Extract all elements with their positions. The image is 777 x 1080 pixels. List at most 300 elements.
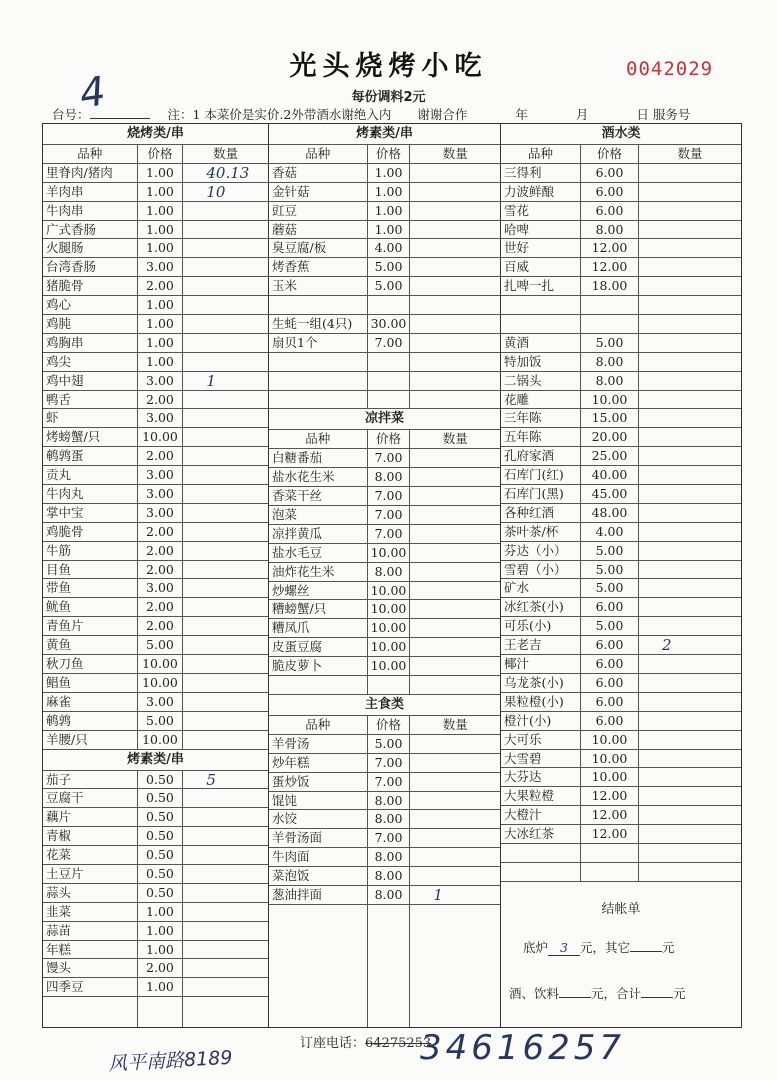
blank-row bbox=[501, 296, 741, 315]
item-qty[interactable] bbox=[639, 636, 741, 654]
handwritten-table-number: 4 bbox=[76, 68, 109, 118]
menu-item-row bbox=[501, 598, 741, 617]
item-name: 炒螺丝 bbox=[269, 582, 368, 600]
item-price: 3.00 bbox=[138, 372, 184, 390]
item-qty[interactable] bbox=[183, 941, 268, 959]
menu-item-row bbox=[43, 504, 268, 523]
item-name: 羊腰/只 bbox=[43, 731, 138, 749]
menu-item-row bbox=[269, 449, 500, 468]
item-price bbox=[368, 296, 411, 314]
item-qty[interactable] bbox=[639, 353, 741, 371]
item-price: 1.00 bbox=[138, 903, 184, 921]
item-name: 烤螃蟹/只 bbox=[43, 428, 138, 446]
item-price: 4.00 bbox=[368, 239, 411, 257]
menu-item-row bbox=[501, 485, 741, 504]
item-name: 芬达（小） bbox=[501, 542, 581, 560]
item-name: 馄饨 bbox=[269, 792, 368, 810]
menu-item-row bbox=[269, 183, 500, 202]
item-qty[interactable] bbox=[183, 353, 268, 371]
item-qty[interactable] bbox=[639, 674, 741, 692]
item-price bbox=[581, 844, 639, 862]
item-qty[interactable] bbox=[410, 848, 500, 866]
item-price: 1.00 bbox=[138, 202, 184, 220]
item-name bbox=[269, 296, 368, 314]
item-qty[interactable] bbox=[410, 506, 500, 524]
item-qty[interactable] bbox=[183, 903, 268, 921]
item-price: 7.00 bbox=[368, 773, 411, 791]
menu-item-row bbox=[501, 712, 741, 731]
item-qty[interactable] bbox=[183, 674, 268, 692]
menu-item-row bbox=[269, 792, 500, 811]
item-qty[interactable] bbox=[183, 865, 268, 883]
item-name: 掌中宝 bbox=[43, 504, 138, 522]
item-qty[interactable] bbox=[183, 771, 268, 789]
item-qty[interactable] bbox=[183, 391, 268, 409]
item-name: 皮蛋豆腐 bbox=[269, 638, 368, 656]
item-name: 茶叶茶/杯 bbox=[501, 523, 581, 541]
menu-item-row bbox=[501, 825, 741, 844]
menu-item-row bbox=[269, 544, 500, 563]
menu-item-row bbox=[43, 693, 268, 712]
item-name: 牛肉丸 bbox=[43, 485, 138, 503]
item-qty[interactable] bbox=[183, 183, 268, 201]
item-qty[interactable] bbox=[183, 636, 268, 654]
item-qty[interactable] bbox=[410, 391, 500, 409]
item-price: 18.00 bbox=[581, 277, 639, 295]
item-price: 0.50 bbox=[138, 884, 184, 902]
item-qty[interactable] bbox=[410, 676, 500, 694]
item-name: 炒年糕 bbox=[269, 754, 368, 772]
item-qty[interactable] bbox=[183, 978, 268, 996]
phone-label: 订座电话： bbox=[300, 1036, 366, 1051]
item-qty[interactable] bbox=[183, 884, 268, 902]
item-qty[interactable] bbox=[410, 657, 500, 675]
item-qty[interactable] bbox=[183, 428, 268, 446]
item-qty[interactable] bbox=[183, 202, 268, 220]
item-price: 6.00 bbox=[581, 164, 639, 182]
menu-item-row bbox=[269, 829, 500, 848]
item-price: 8.00 bbox=[581, 353, 639, 371]
item-qty[interactable] bbox=[410, 315, 500, 333]
item-qty[interactable] bbox=[183, 315, 268, 333]
item-qty[interactable] bbox=[183, 655, 268, 673]
menu-item-row bbox=[501, 391, 741, 410]
item-name: 牛肉面 bbox=[269, 848, 368, 866]
item-qty[interactable] bbox=[183, 922, 268, 940]
item-qty[interactable] bbox=[410, 296, 500, 314]
item-qty[interactable] bbox=[639, 164, 741, 182]
item-qty[interactable] bbox=[410, 829, 500, 847]
total-label: ，合计 bbox=[603, 985, 642, 1001]
menu-item-row bbox=[501, 164, 741, 183]
item-name: 青鱼片 bbox=[43, 617, 138, 635]
item-qty[interactable] bbox=[183, 221, 268, 239]
menu-item-row bbox=[43, 771, 268, 790]
base-fee-field[interactable]: 3 bbox=[548, 940, 580, 956]
menu-item-row bbox=[269, 506, 500, 525]
item-price: 3.00 bbox=[138, 466, 184, 484]
item-qty[interactable] bbox=[639, 863, 741, 881]
item-qty[interactable] bbox=[183, 827, 268, 845]
item-price: 12.00 bbox=[581, 787, 639, 805]
section-title: 主食类 bbox=[269, 695, 500, 716]
item-price: 10.00 bbox=[368, 600, 411, 618]
menu-item-row bbox=[269, 773, 500, 792]
item-name: 年糕 bbox=[43, 941, 138, 959]
item-qty[interactable] bbox=[183, 579, 268, 597]
service-number-label: 服务号 bbox=[652, 107, 691, 122]
item-qty[interactable] bbox=[410, 735, 500, 753]
yuan-label: 元 bbox=[580, 939, 593, 955]
item-qty[interactable] bbox=[183, 561, 268, 579]
handwritten-quantity: 5 bbox=[206, 770, 216, 789]
item-qty[interactable] bbox=[410, 277, 500, 295]
item-qty[interactable] bbox=[639, 391, 741, 409]
item-name: 油炸花生米 bbox=[269, 563, 368, 581]
item-price: 10.00 bbox=[368, 619, 411, 637]
item-qty[interactable] bbox=[639, 447, 741, 465]
blank-row bbox=[501, 315, 741, 334]
menu-item-row bbox=[43, 353, 268, 372]
item-price: 5.00 bbox=[581, 617, 639, 635]
item-qty[interactable] bbox=[410, 600, 500, 618]
item-price: 1.00 bbox=[138, 239, 184, 257]
item-price: 5.00 bbox=[138, 712, 184, 730]
item-qty[interactable] bbox=[410, 487, 500, 505]
item-name bbox=[269, 353, 368, 371]
blank-row bbox=[269, 676, 500, 695]
menu-item-row bbox=[269, 487, 500, 506]
item-qty[interactable] bbox=[183, 959, 268, 977]
item-qty[interactable] bbox=[410, 582, 500, 600]
item-qty[interactable] bbox=[410, 183, 500, 201]
item-qty[interactable] bbox=[639, 277, 741, 295]
menu-item-row bbox=[269, 468, 500, 487]
item-price: 2.00 bbox=[138, 959, 184, 977]
item-name: 黄酒 bbox=[501, 334, 581, 352]
item-qty[interactable] bbox=[410, 239, 500, 257]
item-qty[interactable] bbox=[183, 258, 268, 276]
item-qty[interactable] bbox=[639, 750, 741, 768]
menu-item-row bbox=[43, 617, 268, 636]
item-qty[interactable] bbox=[410, 810, 500, 828]
item-name: 鸡尖 bbox=[43, 353, 138, 371]
item-qty[interactable] bbox=[410, 202, 500, 220]
item-qty[interactable] bbox=[183, 372, 268, 390]
item-qty[interactable] bbox=[183, 164, 268, 182]
menu-item-row bbox=[501, 561, 741, 580]
item-qty[interactable] bbox=[183, 409, 268, 427]
item-qty[interactable] bbox=[410, 164, 500, 182]
item-name: 橙汁(小) bbox=[501, 712, 581, 730]
item-price: 7.00 bbox=[368, 754, 411, 772]
item-name: 臭豆腐/板 bbox=[269, 239, 368, 257]
menu-item-row bbox=[501, 353, 741, 372]
item-price bbox=[368, 676, 411, 694]
item-price: 2.00 bbox=[138, 523, 184, 541]
item-price: 10.00 bbox=[138, 428, 184, 446]
blank-row bbox=[501, 844, 741, 863]
menu-item-row bbox=[501, 466, 741, 485]
item-price: 8.00 bbox=[368, 886, 411, 904]
item-name: 各种红酒 bbox=[501, 504, 581, 522]
item-price: 6.00 bbox=[581, 655, 639, 673]
item-qty[interactable] bbox=[639, 787, 741, 805]
yuan-label: 元 bbox=[591, 985, 604, 1001]
item-qty[interactable] bbox=[639, 296, 741, 314]
item-price: 6.00 bbox=[581, 674, 639, 692]
menu-item-row bbox=[269, 315, 500, 334]
item-name: 猪脆骨 bbox=[43, 277, 138, 295]
item-qty[interactable] bbox=[639, 523, 741, 541]
menu-item-row bbox=[269, 867, 500, 886]
restaurant-title: 光头烧烤小吃 bbox=[289, 51, 488, 82]
item-qty[interactable] bbox=[639, 768, 741, 786]
item-qty[interactable] bbox=[410, 334, 500, 352]
item-price: 12.00 bbox=[581, 806, 639, 824]
header-price: 价格 bbox=[138, 145, 184, 163]
item-qty[interactable] bbox=[410, 773, 500, 791]
menu-item-row bbox=[269, 848, 500, 867]
item-price: 10.00 bbox=[581, 768, 639, 786]
header-name: 品种 bbox=[269, 145, 368, 163]
menu-item-row bbox=[269, 221, 500, 240]
item-price: 4.00 bbox=[581, 523, 639, 541]
item-qty[interactable] bbox=[183, 504, 268, 522]
item-name: 乌龙茶(小) bbox=[501, 674, 581, 692]
item-qty[interactable] bbox=[183, 693, 268, 711]
menu-item-row bbox=[501, 504, 741, 523]
item-qty[interactable] bbox=[639, 731, 741, 749]
item-qty[interactable] bbox=[183, 712, 268, 730]
item-qty[interactable] bbox=[639, 428, 741, 446]
item-cell bbox=[138, 997, 184, 1027]
menu-item-row bbox=[269, 277, 500, 296]
item-qty[interactable] bbox=[183, 731, 268, 749]
item-name: 香菇 bbox=[269, 164, 368, 182]
item-qty[interactable] bbox=[410, 258, 500, 276]
item-name: 花雕 bbox=[501, 391, 581, 409]
item-price: 12.00 bbox=[581, 258, 639, 276]
item-price: 7.00 bbox=[368, 506, 411, 524]
item-price: 7.00 bbox=[368, 525, 411, 543]
item-price: 3.00 bbox=[138, 485, 184, 503]
item-qty[interactable] bbox=[183, 846, 268, 864]
other-fee-field[interactable] bbox=[630, 951, 662, 952]
header-price: 价格 bbox=[368, 430, 411, 448]
item-name: 雪碧（小） bbox=[501, 561, 581, 579]
item-qty[interactable] bbox=[639, 466, 741, 484]
header-note-line bbox=[52, 105, 690, 123]
drinks-fee-field[interactable] bbox=[559, 997, 591, 998]
item-qty[interactable] bbox=[183, 277, 268, 295]
item-price: 5.00 bbox=[581, 561, 639, 579]
item-qty[interactable] bbox=[183, 789, 268, 807]
year-label: 年 bbox=[515, 107, 528, 122]
menu-item-row bbox=[43, 808, 268, 827]
item-qty[interactable] bbox=[639, 221, 741, 239]
item-qty[interactable] bbox=[410, 468, 500, 486]
menu-item-row bbox=[269, 239, 500, 258]
total-field[interactable] bbox=[641, 997, 673, 998]
item-name: 大冰红茶 bbox=[501, 825, 581, 843]
drinks-total-line bbox=[509, 984, 686, 1002]
item-name: 台湾香肠 bbox=[43, 258, 138, 276]
other-fee-label: ，其它 bbox=[592, 939, 631, 955]
item-name: 蘑菇 bbox=[269, 221, 368, 239]
item-name: 大果粒橙 bbox=[501, 787, 581, 805]
item-qty[interactable] bbox=[410, 449, 500, 467]
item-name: 茄子 bbox=[43, 771, 138, 789]
handwritten-quantity: 40.13 bbox=[206, 163, 250, 182]
item-qty[interactable] bbox=[410, 886, 500, 904]
item-qty[interactable] bbox=[183, 239, 268, 257]
item-qty[interactable] bbox=[183, 598, 268, 616]
menu-item-row bbox=[269, 525, 500, 544]
item-name: 土豆片 bbox=[43, 865, 138, 883]
item-name: 鸡胸串 bbox=[43, 334, 138, 352]
header-name: 品种 bbox=[43, 145, 138, 163]
item-price: 1.00 bbox=[368, 164, 411, 182]
menu-item-row bbox=[501, 409, 741, 428]
item-price: 40.00 bbox=[581, 466, 639, 484]
item-price: 2.00 bbox=[138, 542, 184, 560]
header-price: 价格 bbox=[368, 716, 411, 734]
item-qty[interactable] bbox=[639, 655, 741, 673]
item-qty[interactable] bbox=[183, 542, 268, 560]
menu-item-row bbox=[43, 542, 268, 561]
booking-phone bbox=[300, 1032, 431, 1051]
menu-item-row bbox=[43, 865, 268, 884]
item-price: 10.00 bbox=[368, 582, 411, 600]
month-label: 月 bbox=[575, 107, 589, 122]
item-price: 10.00 bbox=[138, 655, 184, 673]
item-qty[interactable] bbox=[639, 239, 741, 257]
item-qty[interactable] bbox=[639, 372, 741, 390]
item-qty[interactable] bbox=[183, 617, 268, 635]
item-qty[interactable] bbox=[639, 334, 741, 352]
item-qty[interactable] bbox=[639, 693, 741, 711]
item-qty[interactable] bbox=[183, 296, 268, 314]
item-price: 1.00 bbox=[368, 202, 411, 220]
header-qty: 数量 bbox=[442, 146, 468, 161]
item-qty[interactable] bbox=[639, 485, 741, 503]
blank-row bbox=[269, 391, 500, 410]
item-qty[interactable] bbox=[410, 867, 500, 885]
item-qty[interactable] bbox=[639, 825, 741, 843]
item-name: 孔府家酒 bbox=[501, 447, 581, 465]
item-price: 45.00 bbox=[581, 485, 639, 503]
item-price: 3.00 bbox=[138, 693, 184, 711]
section-title: 烤素类/串 bbox=[269, 124, 500, 145]
item-qty[interactable] bbox=[183, 466, 268, 484]
item-name: 泡菜 bbox=[269, 506, 368, 524]
item-qty[interactable] bbox=[639, 542, 741, 560]
item-qty[interactable] bbox=[410, 792, 500, 810]
item-qty[interactable] bbox=[639, 712, 741, 730]
item-qty[interactable] bbox=[410, 754, 500, 772]
item-price: 2.00 bbox=[138, 391, 184, 409]
menu-item-row bbox=[43, 884, 268, 903]
item-price: 10.00 bbox=[581, 750, 639, 768]
handwritten-quantity: 10 bbox=[206, 182, 226, 201]
item-name: 鸡肫 bbox=[43, 315, 138, 333]
item-price: 10.00 bbox=[581, 391, 639, 409]
item-price: 0.50 bbox=[138, 827, 184, 845]
item-qty[interactable] bbox=[410, 221, 500, 239]
item-name: 特加饭 bbox=[501, 353, 581, 371]
item-qty[interactable] bbox=[639, 258, 741, 276]
item-price: 6.00 bbox=[581, 712, 639, 730]
item-price: 10.00 bbox=[368, 544, 411, 562]
item-qty[interactable] bbox=[183, 485, 268, 503]
item-name: 大芬达 bbox=[501, 768, 581, 786]
handwritten-address: 风平南路8189 bbox=[107, 1046, 233, 1076]
menu-item-row bbox=[43, 712, 268, 731]
item-qty[interactable] bbox=[639, 579, 741, 597]
menu-item-row bbox=[43, 258, 268, 277]
item-name: 藕片 bbox=[43, 808, 138, 826]
item-qty[interactable] bbox=[639, 617, 741, 635]
item-qty[interactable] bbox=[183, 523, 268, 541]
item-price: 0.50 bbox=[138, 789, 184, 807]
item-qty[interactable] bbox=[410, 638, 500, 656]
handwritten-quantity: 2 bbox=[662, 636, 672, 655]
item-qty[interactable] bbox=[183, 334, 268, 352]
item-name: 脆皮萝卜 bbox=[269, 657, 368, 675]
item-qty[interactable] bbox=[183, 808, 268, 826]
column-veg-cold-staple bbox=[269, 124, 501, 1027]
item-price: 2.00 bbox=[138, 617, 184, 635]
item-qty[interactable] bbox=[410, 525, 500, 543]
item-price: 2.00 bbox=[138, 598, 184, 616]
item-qty[interactable] bbox=[639, 183, 741, 201]
menu-item-row bbox=[43, 315, 268, 334]
item-name: 金针菇 bbox=[269, 183, 368, 201]
blank-row bbox=[269, 372, 500, 391]
menu-item-row bbox=[43, 428, 268, 447]
item-qty[interactable] bbox=[410, 372, 500, 390]
item-price: 10.00 bbox=[368, 657, 411, 675]
item-qty[interactable] bbox=[639, 315, 741, 333]
item-price: 6.00 bbox=[581, 598, 639, 616]
item-qty[interactable] bbox=[639, 409, 741, 427]
item-name bbox=[501, 296, 581, 314]
menu-item-row bbox=[43, 202, 268, 221]
item-qty[interactable] bbox=[183, 447, 268, 465]
menu-item-row bbox=[43, 466, 268, 485]
item-qty[interactable] bbox=[410, 619, 500, 637]
menu-item-row bbox=[43, 447, 268, 466]
item-name: 石库门(红) bbox=[501, 466, 581, 484]
item-qty[interactable] bbox=[410, 544, 500, 562]
item-name: 黄鱼 bbox=[43, 636, 138, 654]
item-qty[interactable] bbox=[410, 353, 500, 371]
item-cell bbox=[368, 905, 411, 1027]
item-qty[interactable] bbox=[639, 561, 741, 579]
printed-phone: 64275253 bbox=[365, 1036, 432, 1051]
item-qty[interactable] bbox=[639, 806, 741, 824]
item-qty[interactable] bbox=[639, 202, 741, 220]
item-name: 百威 bbox=[501, 258, 581, 276]
menu-item-row bbox=[43, 598, 268, 617]
menu-item-row bbox=[269, 258, 500, 277]
item-price: 10.00 bbox=[138, 731, 184, 749]
item-qty[interactable] bbox=[639, 844, 741, 862]
item-qty[interactable] bbox=[410, 563, 500, 581]
item-qty[interactable] bbox=[639, 504, 741, 522]
item-qty[interactable] bbox=[639, 598, 741, 616]
